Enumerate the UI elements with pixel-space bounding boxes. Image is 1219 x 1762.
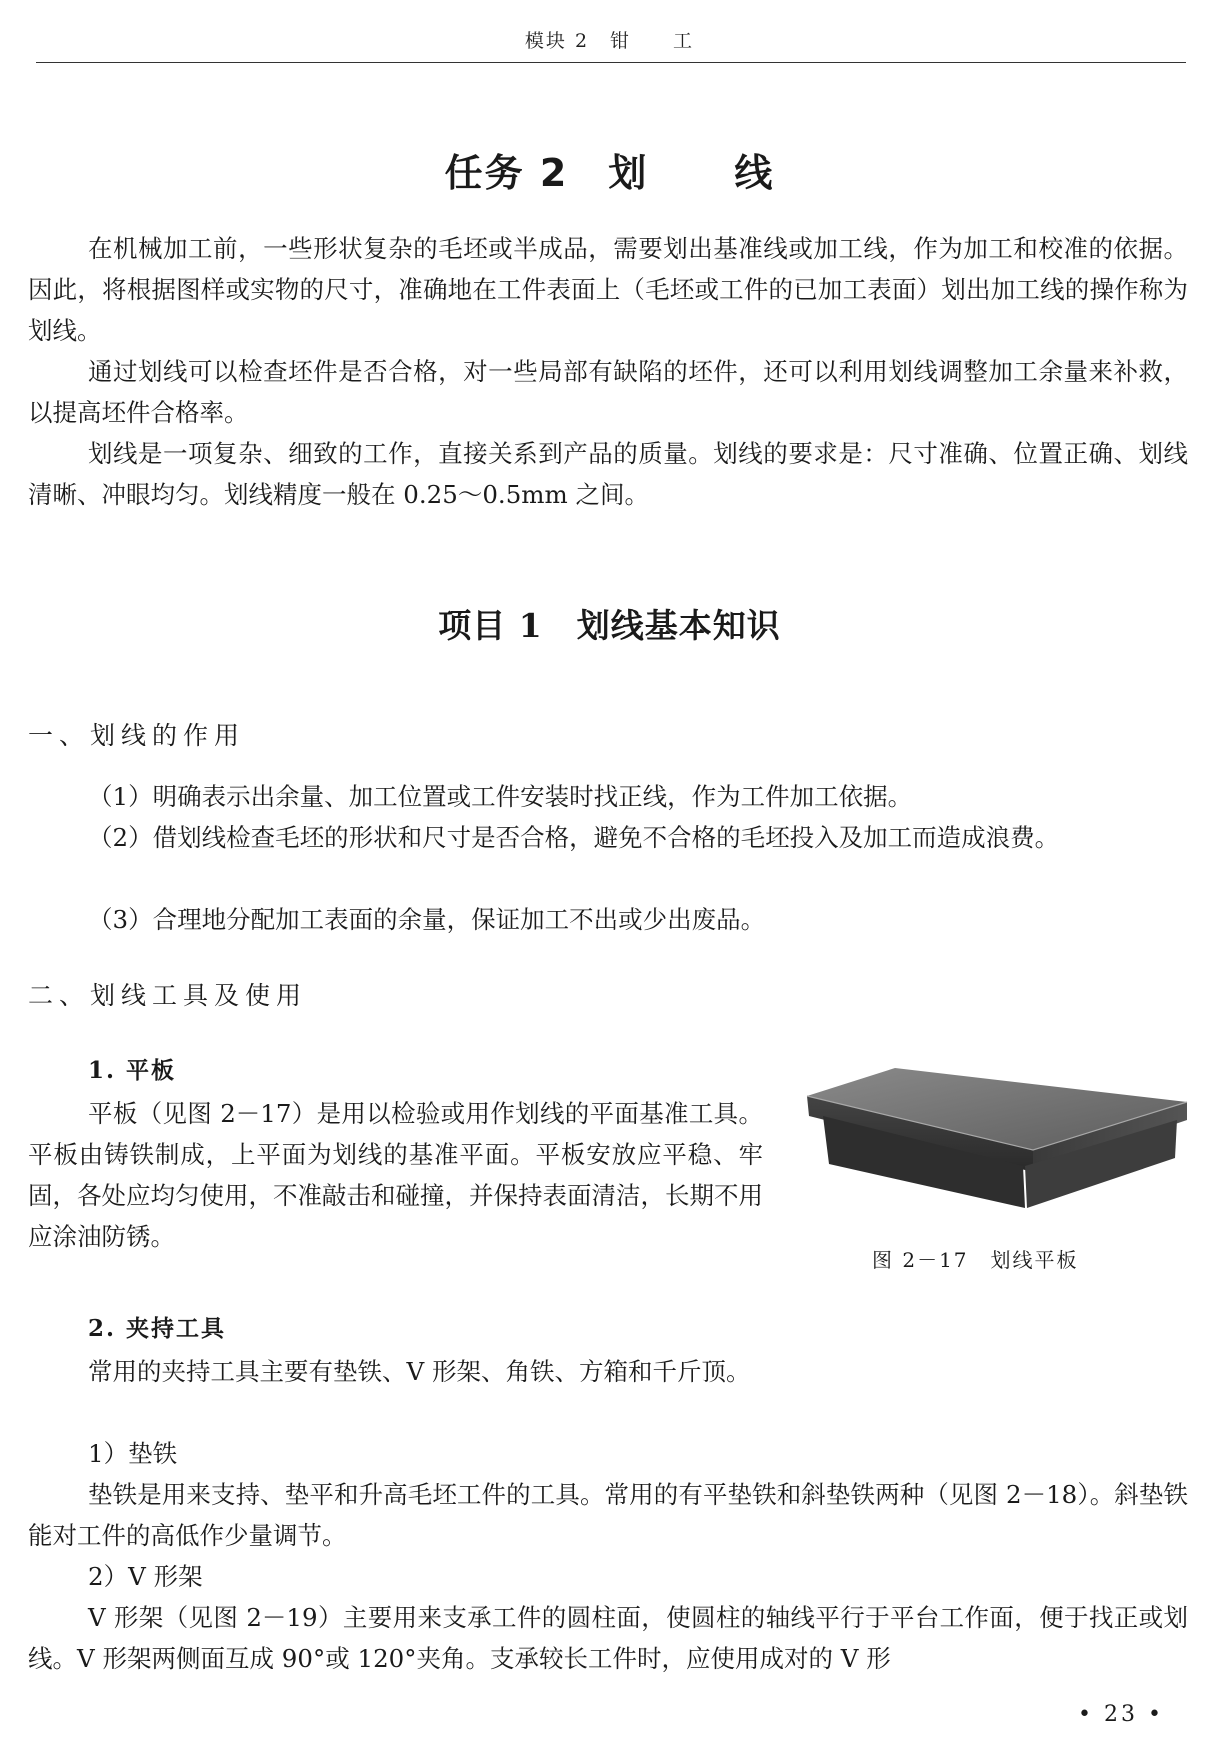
page-number: • 23 •: [1078, 1702, 1164, 1727]
plate-paragraph: 平板（见图 2－17）是用以检验或用作划线的平面基准工具。平板由铸铁制成，上平面为划线的基准平面。平板安放应平稳、牢固，各处应均匀使用，不准敲击和碰撞，并保持表面清洁，长期不用应涂油防锈。: [28, 1099, 763, 1251]
task-title-word1: 划: [608, 151, 649, 195]
list-item: （3）合理地分配加工表面的余量，保证加工不出或少出废品。: [88, 905, 766, 934]
v-block-paragraph: V 形架（见图 2－19）主要用来支承工件的圆柱面，使圆柱的轴线平行于平台工作面，便于找正或划线。V 形架两侧面互成 90°或 120°夹角。支承较长工件时，应使用成对的 V 形: [28, 1603, 1188, 1673]
intro-paragraph-3: 划线是一项复杂、细致的工作，直接关系到产品的质量。划线的要求是：尺寸准确、位置正确、划线清晰、冲眼均匀。划线精度一般在 0.25～0.5mm 之间。: [28, 439, 1188, 509]
intro-paragraph-2: 通过划线可以检查坯件是否合格，对一些局部有缺陷的坯件，还可以利用划线调整加工余量来补救，以提高坯件合格率。: [28, 357, 1188, 427]
shim-paragraph: 垫铁是用来支持、垫平和升高毛坯工件的工具。常用的有平垫铁和斜垫铁两种（见图 2－18）。斜垫铁能对工件的高低作少量调节。: [28, 1480, 1188, 1550]
list-item: （1）明确表示出余量、加工位置或工件安装时找正线，作为工件加工依据。: [88, 782, 913, 811]
subsection-heading-clamping: 2. 夹持工具: [88, 1315, 227, 1342]
list-item: （2）借划线检查毛坯的形状和尺寸是否合格，避免不合格的毛坯投入及加工而造成浪费。: [88, 823, 1060, 852]
task-title: [0, 142, 1219, 197]
intro-paragraph-1: 在机械加工前，一些形状复杂的毛坯或半成品，需要划出基准线或加工线，作为加工和校准的依据。因此，将根据图样或实物的尺寸，准确地在工件表面上（毛坯或工件的已加工表面）划出加工线的操作称为划线。: [28, 234, 1188, 345]
header-rule: [36, 62, 1186, 63]
surface-plate-figure: [795, 1062, 1190, 1217]
figure-caption: 图 2－17 划线平板: [872, 1248, 1079, 1272]
task-title-word2: 线: [734, 151, 775, 195]
section-heading-1: 一、划线的作用: [28, 721, 246, 750]
sub-heading-v-block: 2）V 形架: [88, 1562, 203, 1591]
project-title: 项目 1 划线基本知识: [438, 606, 781, 645]
running-head: 模块 2 钳 工: [524, 30, 695, 52]
sub-heading-shim: 1）垫铁: [88, 1439, 178, 1468]
task-title-prefix: 任务 2: [444, 151, 569, 195]
clamping-paragraph: 常用的夹持工具主要有垫铁、V 形架、角铁、方箱和千斤顶。: [88, 1357, 751, 1386]
section-heading-2: 二、划线工具及使用: [28, 981, 308, 1010]
subsection-heading-plate: 1. 平板: [88, 1057, 177, 1084]
